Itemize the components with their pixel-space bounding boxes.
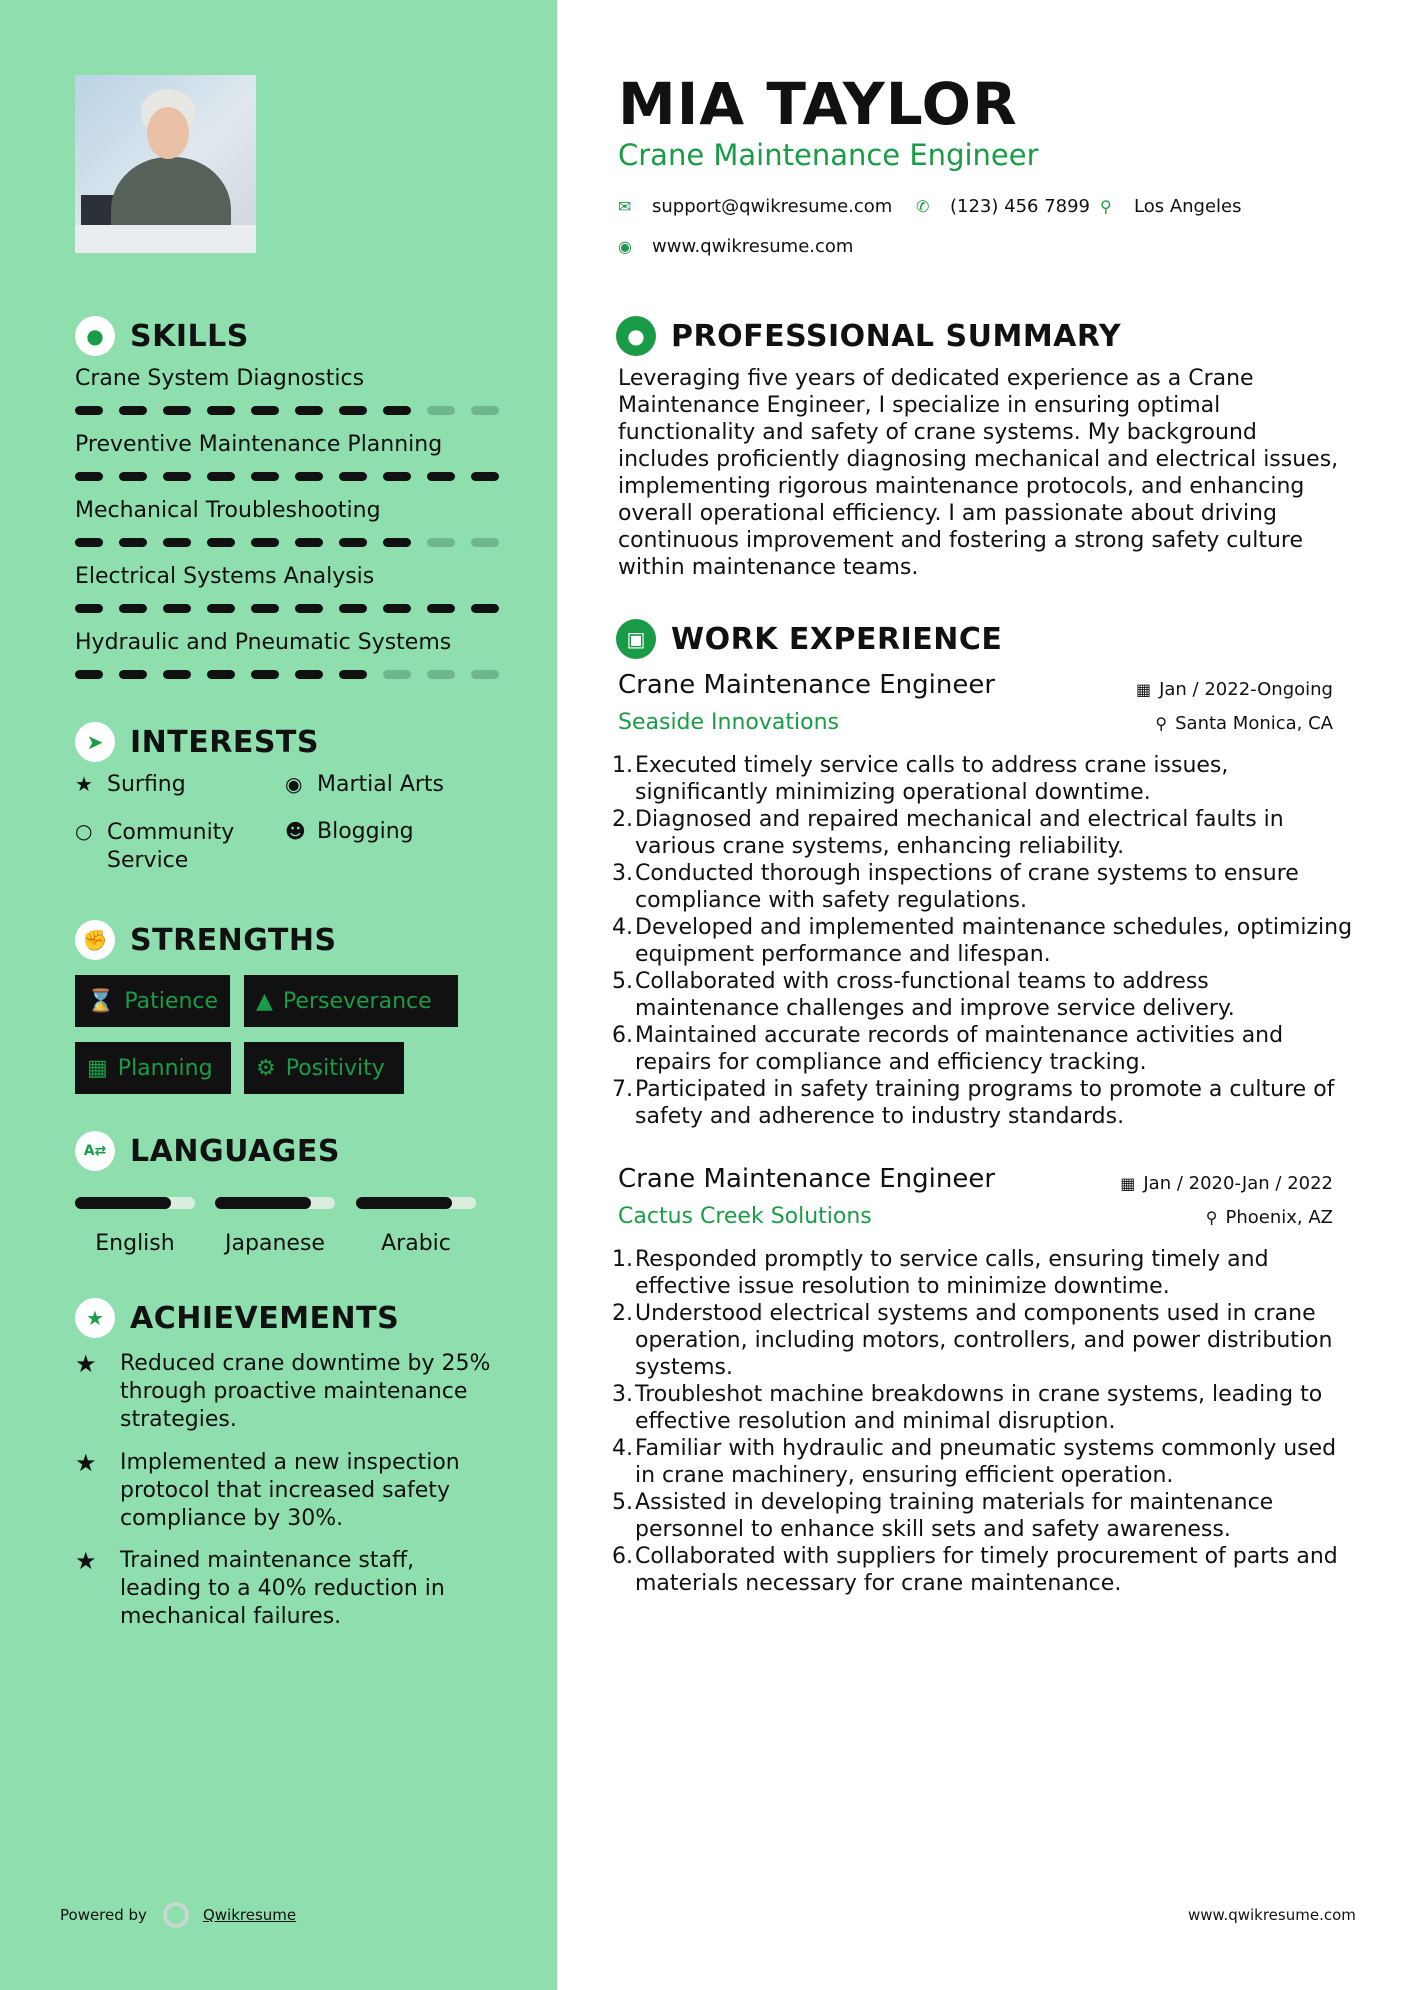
skill-item: Mechanical Troubleshooting [75,498,505,547]
interest-item: ○ Community Service [75,819,235,873]
bullet-number: 2. [612,1301,633,1326]
skill-level-segment [295,604,323,613]
translate-icon: A⇄ [75,1131,115,1171]
language-item: Arabic [356,1197,476,1256]
job-bullet [612,1543,1357,1597]
bullet-text: Familiar with hydraulic and pneumatic systems commonly used in crane machinery, ensuring efficient operation. [635,1436,1337,1488]
bullet-text: Participated in safety training programs to promote a culture of safety and adherence to industry standards. [635,1077,1335,1129]
users-icon: ☻ [285,819,306,843]
bullet-text: Collaborated with cross-functional teams to address maintenance challenges and improve service delivery. [635,969,1235,1021]
bullet-text: Understood electrical systems and components used in crane operation, including motors, controllers, and power distribution systems. [635,1301,1333,1380]
hourglass-icon: ⌛ [87,988,115,1014]
skill-level-segment [163,538,191,547]
bullet-text: Conducted thorough inspections of crane systems to ensure compliance with safety regulations. [635,861,1299,913]
language-item: Japanese [215,1197,335,1256]
job-bullet [612,1246,1357,1300]
skill-level-segment [75,472,103,481]
job-bullets [612,1246,1357,1597]
skill-level-segment [207,670,235,679]
skill-level-segment [163,670,191,679]
profile-photo [75,75,256,253]
bullet-text: Maintained accurate records of maintenance activities and repairs for compliance and efficiency tracking. [635,1023,1284,1075]
skill-level-segment [75,538,103,547]
powered-by: Powered by Qwikresume [60,1902,296,1928]
bullet-number: 5. [612,1490,633,1515]
strengths-heading: ✊ STRENGTHS [75,920,337,960]
calendar-icon: ▦ [87,1055,108,1081]
skill-level-segment [207,472,235,481]
fist-icon: ✊ [75,920,115,960]
strength-badge: ⌛ Patience [75,975,230,1027]
bullet-number: 1. [612,753,633,778]
skill-level-segment [207,406,235,415]
bullet-text: Troubleshot machine breakdowns in crane systems, leading to effective resolution and minimal disruption. [635,1382,1323,1434]
skill-level-segment [471,604,499,613]
skill-level-segment [339,670,367,679]
bullet-number: 2. [612,807,633,832]
skill-level-segment [427,472,455,481]
skill-level-segment [75,604,103,613]
job-bullet [612,752,1357,806]
bullet-number: 5. [612,969,633,994]
interest-item: ★ Surfing [75,772,186,797]
qwikresume-link[interactable]: Qwikresume [202,1906,297,1924]
summary-heading: ● PROFESSIONAL SUMMARY [616,316,1121,356]
bullet-text: Developed and implemented maintenance schedules, optimizing equipment performance and lifespan. [635,915,1353,967]
skill-level-segment [295,538,323,547]
bullet-number: 6. [612,1023,633,1048]
skill-level-segment [163,604,191,613]
award-icon: ★ [75,1298,115,1338]
skill-level-segment [295,472,323,481]
language-level-bar [356,1197,476,1209]
bullet-number: 4. [612,1436,633,1461]
job-location: ⚲ Santa Monica, CA [1155,713,1333,734]
skill-level-segment [75,670,103,679]
language-level-fill [75,1197,171,1209]
language-item: English [75,1197,195,1256]
strength-badge: ▲ Perseverance [244,975,458,1027]
skill-level-segment [119,406,147,415]
job-bullet [612,1022,1357,1076]
contact-website[interactable]: ◉ www.qwikresume.com [618,236,854,257]
skill-level-segment [207,538,235,547]
job-bullet [612,1300,1357,1381]
skill-level-segment [339,538,367,547]
star-icon: ★ [75,1449,97,1477]
bullet-text: Executed timely service calls to address crane issues, significantly minimizing operational downtime. [635,753,1229,805]
skill-level-segment [251,472,279,481]
summary-text: Leveraging five years of dedicated experience as a Crane Maintenance Engineer, I specialize in ensuring optimal functionality and safety of crane systems. My background includes proficiently diagnosing mechanical and electrical issues, implementing rigorous maintenance protocols, and enhancing overall operational efficiency. I am passionate about driving continuous improvement and fostering a strong safety culture within maintenance teams. [618,366,1339,580]
skill-level-segment [427,538,455,547]
skill-level-segment [119,604,147,613]
language-level-fill [215,1197,311,1209]
job-bullet [612,860,1357,914]
candidate-name: MIA TAYLOR [618,70,1018,138]
road-icon: ▲ [256,988,273,1014]
job-title: Crane Maintenance Engineer [618,670,996,700]
job-company: Cactus Creek Solutions [618,1204,872,1229]
contact-phone: ✆ (123) 456 7899 [916,196,1091,217]
achievement-item: ★ Reduced crane downtime by 25% through proactive maintenance strategies. [75,1350,491,1432]
strength-badge: ⚙ Positivity [244,1042,404,1094]
job-bullet [612,806,1357,860]
skill-level [75,472,505,481]
skill-item: Preventive Maintenance Planning [75,432,505,481]
star-icon: ★ [75,1547,97,1575]
job-bullets [612,752,1357,1130]
skill-item: Hydraulic and Pneumatic Systems [75,630,505,679]
skill-level [75,406,505,415]
skill-level-segment [75,406,103,415]
calendar-icon: ▦ [1120,1174,1136,1193]
job-bullet [612,1381,1357,1435]
bullet-number: 4. [612,915,633,940]
skill-level-segment [339,604,367,613]
skill-level [75,538,505,547]
skill-level-segment [427,604,455,613]
bullet-text: Collaborated with suppliers for timely procurement of parts and materials necessary for crane maintenance. [635,1544,1338,1596]
pin-icon: ⚲ [1155,714,1168,733]
paper-plane-icon: ➤ [75,722,115,762]
languages-heading: A⇄ LANGUAGES [75,1131,340,1171]
skill-level-segment [163,406,191,415]
footer-url[interactable]: www.qwikresume.com [1188,1906,1356,1924]
job-bullet [612,914,1357,968]
globe-icon: ◉ [285,772,303,796]
job-dates: ▦ Jan / 2022-Ongoing [1135,679,1333,700]
bullet-number: 7. [612,1077,633,1102]
bullet-text: Responded promptly to service calls, ensuring timely and effective issue resolution to minimize downtime. [635,1247,1269,1299]
envelope-icon: ✉ [618,197,632,216]
skill-level-segment [251,604,279,613]
skill-item: Crane System Diagnostics [75,366,505,415]
skill-level-segment [471,670,499,679]
job-bullet [612,1076,1357,1130]
bullet-text: Diagnosed and repaired mechanical and electrical faults in various crane systems, enhancing reliability. [635,807,1284,859]
job-bullet [612,1489,1357,1543]
skill-level-segment [251,406,279,415]
interests-heading: ➤ INTERESTS [75,722,319,762]
skill-level-segment [119,670,147,679]
bullet-text: Assisted in developing training materials for maintenance personnel to enhance skill sets and safety awareness. [635,1490,1274,1542]
language-level-bar [215,1197,335,1209]
map-pin-icon: ⚲ [1100,197,1112,216]
skill-level-segment [339,472,367,481]
briefcase-icon: ▣ [616,619,656,659]
skill-level-segment [383,538,411,547]
skill-level-segment [295,670,323,679]
experience-heading: ▣ WORK EXPERIENCE [616,619,1002,659]
language-level-fill [356,1197,452,1209]
skill-level [75,670,505,679]
interest-item: ☻ Blogging [285,819,414,844]
star-icon: ★ [75,1350,97,1378]
skill-level-segment [383,670,411,679]
achievement-item: ★ Trained maintenance staff, leading to a 40% reduction in mechanical failures. [75,1547,445,1629]
bullet-number: 3. [612,1382,633,1407]
skill-level-segment [427,670,455,679]
strength-badge: ▦ Planning [75,1042,231,1094]
achievements-heading: ★ ACHIEVEMENTS [75,1298,399,1338]
skill-level-segment [119,472,147,481]
skill-level-segment [427,406,455,415]
skill-level-segment [251,670,279,679]
sidebar [0,0,557,1990]
skill-item: Electrical Systems Analysis [75,564,505,613]
skill-level-segment [119,538,147,547]
interest-item: ◉ Martial Arts [285,772,445,797]
skill-level-segment [251,538,279,547]
skill-level-segment [383,472,411,481]
skill-level-segment [383,406,411,415]
bullet-number: 6. [612,1544,633,1569]
pin-icon: ⚲ [1205,1208,1218,1227]
phone-icon: ✆ [916,197,930,216]
skill-level [75,604,505,613]
qwikresume-logo-icon [163,1902,189,1928]
job-bullet [612,968,1357,1022]
skills-heading: ● SKILLS [75,316,249,356]
bullet-number: 1. [612,1247,633,1272]
calendar-icon: ▦ [1135,680,1152,699]
skill-level-segment [295,406,323,415]
language-level-bar [75,1197,195,1209]
skill-level-segment [471,406,499,415]
job-bullet [612,1435,1357,1489]
job-company: Seaside Innovations [618,710,839,735]
hand-icon: ○ [75,819,93,843]
job-title: Crane Maintenance Engineer [618,1164,996,1194]
candidate-role: Crane Maintenance Engineer [618,138,1039,172]
job-location: ⚲ Phoenix, AZ [1205,1207,1333,1228]
sun-icon: ⚙ [256,1055,276,1081]
job-dates: ▦ Jan / 2020-Jan / 2022 [1120,1173,1333,1194]
globe-icon: ◉ [618,237,632,256]
achievement-item: ★ Implemented a new inspection protocol that increased safety compliance by 30%. [75,1449,460,1531]
skill-level-segment [471,538,499,547]
user-icon: ● [616,316,656,356]
skill-level-segment [207,604,235,613]
bullet-number: 3. [612,861,633,886]
skill-level-segment [163,472,191,481]
skill-level-segment [471,472,499,481]
contact-location: ⚲ Los Angeles [1100,196,1242,217]
star-icon: ★ [75,772,93,796]
lightbulb-icon: ● [75,316,115,356]
skill-level-segment [383,604,411,613]
skill-level-segment [339,406,367,415]
contact-email[interactable]: ✉ support@qwikresume.com [618,196,893,217]
